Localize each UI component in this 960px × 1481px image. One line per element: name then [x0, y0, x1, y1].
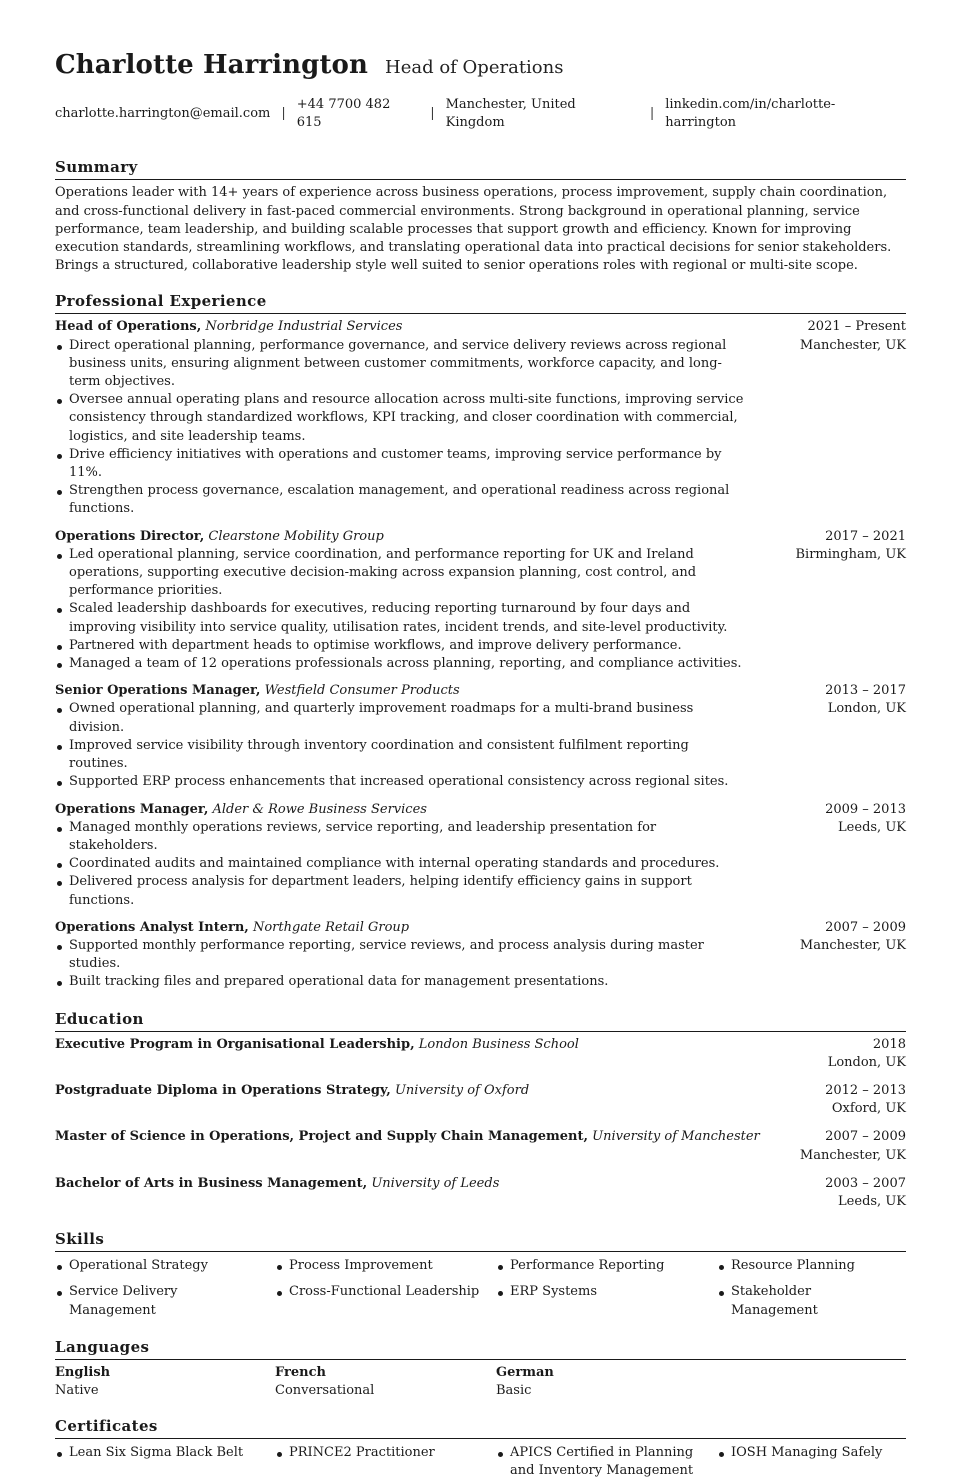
- section-title-summary: Summary: [55, 158, 906, 180]
- education-location: Manchester, UK: [799, 1147, 906, 1163]
- language-item: [275, 1364, 496, 1400]
- education-meta: [825, 1175, 906, 1211]
- job-bullet: Managed a team of 12 operations professionals across planning, reporting, and compliance activities.: [55, 655, 745, 673]
- education-meta: [828, 1036, 906, 1072]
- education-heading: [55, 1036, 579, 1072]
- education-heading: [55, 1175, 499, 1211]
- job-dates: 2021 – Present: [807, 319, 906, 335]
- job-dates: 2009 – 2013: [825, 801, 906, 817]
- job-bullets: [55, 700, 745, 791]
- candidate-name: Charlotte Harrington: [55, 50, 368, 80]
- language-name: German: [496, 1364, 554, 1380]
- education-meta: [825, 1082, 906, 1118]
- language-item: [55, 1364, 275, 1400]
- education-entry: [55, 1175, 906, 1211]
- job-bullet: Oversee annual operating plans and resource allocation across multi-site functions, improving service consistency through standardized workflows, KPI tracking, and closer coordination with commercial, logistics, and site leadership teams.: [55, 391, 745, 446]
- job-company: Clearstone Mobility Group: [208, 528, 384, 544]
- language-level: Conversational: [275, 1382, 375, 1398]
- certificate-item: IOSH Managing Safely: [717, 1444, 907, 1480]
- resume-header: [55, 48, 906, 85]
- education-degree: Master of Science in Operations, Project and Supply Chain Management,: [55, 1129, 588, 1145]
- skill-item: Operational Strategy: [55, 1257, 275, 1275]
- job-bullet: Strengthen process governance, escalation management, and operational readiness across regional functions.: [55, 482, 745, 518]
- job-entry: [55, 801, 906, 910]
- skill-item: Process Improvement: [275, 1257, 496, 1275]
- education-entry: [55, 1128, 906, 1164]
- job-company: Alder & Rowe Business Services: [212, 801, 427, 817]
- job-main: [55, 919, 745, 992]
- skill-item: Service Delivery Management: [55, 1283, 275, 1319]
- job-bullet: Led operational planning, service coordination, and performance reporting for UK and Ireland operations, supporting executive decision-making across expansion planning, cost control, and performance priorities.: [55, 546, 745, 601]
- section-title-skills: Skills: [55, 1230, 906, 1252]
- section-title-experience: Professional Experience: [55, 292, 906, 314]
- job-dates: 2013 – 2017: [825, 683, 906, 699]
- job-dates: 2007 – 2009: [825, 919, 906, 935]
- education-location: Oxford, UK: [831, 1101, 906, 1117]
- candidate-role: Head of Operations: [385, 57, 564, 78]
- education-degree: Postgraduate Diploma in Operations Strategy,: [55, 1082, 391, 1098]
- job-bullet: Improved service visibility through inventory coordination and consistent fulfilment reporting routines.: [55, 737, 745, 773]
- job-bullet: Drive efficiency initiatives with operations and customer teams, improving service performance by 11%.: [55, 446, 745, 482]
- languages-grid: [55, 1364, 906, 1400]
- experience-list: [55, 318, 906, 991]
- contact-email[interactable]: charlotte.harrington@email.com: [55, 106, 271, 122]
- job-main: [55, 682, 745, 791]
- job-company: Northgate Retail Group: [252, 919, 410, 935]
- job-location: Manchester, UK: [799, 337, 906, 353]
- job-title: Head of Operations,: [55, 319, 202, 335]
- certificate-item: Lean Six Sigma Black Belt: [55, 1444, 275, 1480]
- education-dates: 2012 – 2013: [825, 1082, 906, 1098]
- contact-phone[interactable]: +44 7700 482 615: [296, 97, 391, 131]
- language-name: French: [275, 1364, 326, 1380]
- contact-separator: |: [281, 106, 286, 122]
- education-school: University of Oxford: [394, 1082, 530, 1098]
- education-heading: [55, 1082, 529, 1118]
- job-title: Operations Analyst Intern,: [55, 919, 249, 935]
- skills-grid: [55, 1257, 906, 1320]
- education-meta: [800, 1128, 906, 1164]
- job-bullet: Built tracking files and prepared operational data for management presentations.: [55, 973, 745, 991]
- job-company: Westfield Consumer Products: [264, 683, 460, 699]
- job-bullet: Direct operational planning, performance governance, and service delivery reviews across regional business units, ensuring alignment between customer commitments, workforce capacity, and long-term objectives.: [55, 337, 745, 392]
- job-main: [55, 528, 745, 674]
- job-meta: [796, 528, 907, 674]
- summary-text: Operations leader with 14+ years of experience across business operations, process improvement, supply chain coordination, and cross-functional delivery in fast-paced commercial environments. Strong background in operational planning, service performance, team leadership, and building scalable processes that support growth and efficiency. Known for improving execution standards, streamlining workflows, and translating operational data into practical decisions for senior stakeholders. Brings a structured, collaborative leadership style well suited to senior operations roles with regional or multi-site scope.: [55, 185, 892, 274]
- job-heading: [55, 801, 745, 819]
- contact-separator: |: [430, 106, 435, 122]
- job-bullets: [55, 819, 745, 910]
- section-title-certificates: Certificates: [55, 1417, 906, 1439]
- job-location: Birmingham, UK: [795, 546, 906, 562]
- job-heading: [55, 528, 745, 546]
- education-entry: [55, 1082, 906, 1118]
- job-bullets: [55, 337, 745, 519]
- education-school: University of Leeds: [371, 1175, 500, 1191]
- certificates-grid: [55, 1444, 906, 1480]
- job-heading: [55, 919, 745, 937]
- job-entry: [55, 919, 906, 992]
- section-title-education: Education: [55, 1010, 906, 1032]
- language-item: [496, 1364, 717, 1400]
- education-location: London, UK: [827, 1054, 906, 1070]
- job-main: [55, 801, 745, 910]
- section-title-languages: Languages: [55, 1338, 906, 1360]
- job-heading: [55, 318, 745, 336]
- education-degree: Bachelor of Arts in Business Management,: [55, 1175, 368, 1191]
- job-bullet: Delivered process analysis for department leaders, helping identify efficiency gains in support functions.: [55, 873, 745, 909]
- job-title: Senior Operations Manager,: [55, 683, 261, 699]
- job-bullets: [55, 937, 745, 992]
- job-meta: [800, 318, 906, 518]
- job-meta: [825, 682, 906, 791]
- job-title: Operations Manager,: [55, 801, 209, 817]
- education-school: London Business School: [418, 1036, 579, 1052]
- language-level: Basic: [496, 1382, 532, 1398]
- education-degree: Executive Program in Organisational Leadership,: [55, 1036, 415, 1052]
- job-bullets: [55, 546, 745, 673]
- job-bullet: Supported ERP process enhancements that increased operational consistency across regional sites.: [55, 773, 745, 791]
- job-location: London, UK: [827, 701, 906, 717]
- job-location: Manchester, UK: [799, 937, 906, 953]
- job-bullet: Owned operational planning, and quarterly improvement roadmaps for a multi-brand business division.: [55, 700, 745, 736]
- contact-line: [55, 96, 906, 132]
- skill-item: Cross-Functional Leadership: [275, 1283, 496, 1319]
- job-bullet: Managed monthly operations reviews, service reporting, and leadership presentation for stakeholders.: [55, 819, 745, 855]
- job-heading: [55, 682, 745, 700]
- education-dates: 2003 – 2007: [825, 1175, 906, 1191]
- language-level: Native: [55, 1382, 99, 1398]
- contact-location: Manchester, United Kingdom: [445, 97, 576, 131]
- job-bullet: Partnered with department heads to optimise workflows, and improve delivery performance.: [55, 637, 745, 655]
- contact-separator: |: [649, 106, 655, 122]
- job-company: Norbridge Industrial Services: [205, 319, 403, 335]
- job-title: Operations Director,: [55, 528, 205, 544]
- skill-item: Resource Planning: [717, 1257, 907, 1275]
- education-dates: 2018: [872, 1036, 906, 1052]
- job-bullet: Coordinated audits and maintained compliance with internal operating standards and procedures.: [55, 855, 745, 873]
- certificate-item: PRINCE2 Practitioner: [275, 1444, 496, 1480]
- job-bullet: Supported monthly performance reporting, service reviews, and process analysis during master studies.: [55, 937, 745, 973]
- job-entry: [55, 318, 906, 518]
- job-meta: [825, 801, 906, 910]
- contact-linkedin[interactable]: linkedin.com/in/charlotte-harrington: [665, 97, 836, 131]
- education-entry: [55, 1036, 906, 1072]
- education-school: University of Manchester: [592, 1129, 760, 1145]
- job-entry: [55, 682, 906, 791]
- job-main: [55, 318, 745, 518]
- skill-item: Stakeholder Management: [717, 1283, 907, 1319]
- skill-item: Performance Reporting: [496, 1257, 717, 1275]
- job-entry: [55, 528, 906, 674]
- job-meta: [800, 919, 906, 992]
- education-heading: [55, 1128, 760, 1164]
- education-dates: 2007 – 2009: [825, 1129, 906, 1145]
- job-location: Leeds, UK: [838, 819, 906, 835]
- education-location: Leeds, UK: [838, 1193, 906, 1209]
- job-dates: 2017 – 2021: [825, 528, 906, 544]
- language-name: English: [55, 1364, 111, 1380]
- education-list: [55, 1036, 906, 1212]
- skill-item: ERP Systems: [496, 1283, 717, 1319]
- certificate-item: APICS Certified in Planning and Inventory Management: [496, 1444, 717, 1480]
- job-bullet: Scaled leadership dashboards for executives, reducing reporting turnaround by four days and improving visibility into service quality, utilisation rates, incident trends, and site-level productivity.: [55, 600, 745, 636]
